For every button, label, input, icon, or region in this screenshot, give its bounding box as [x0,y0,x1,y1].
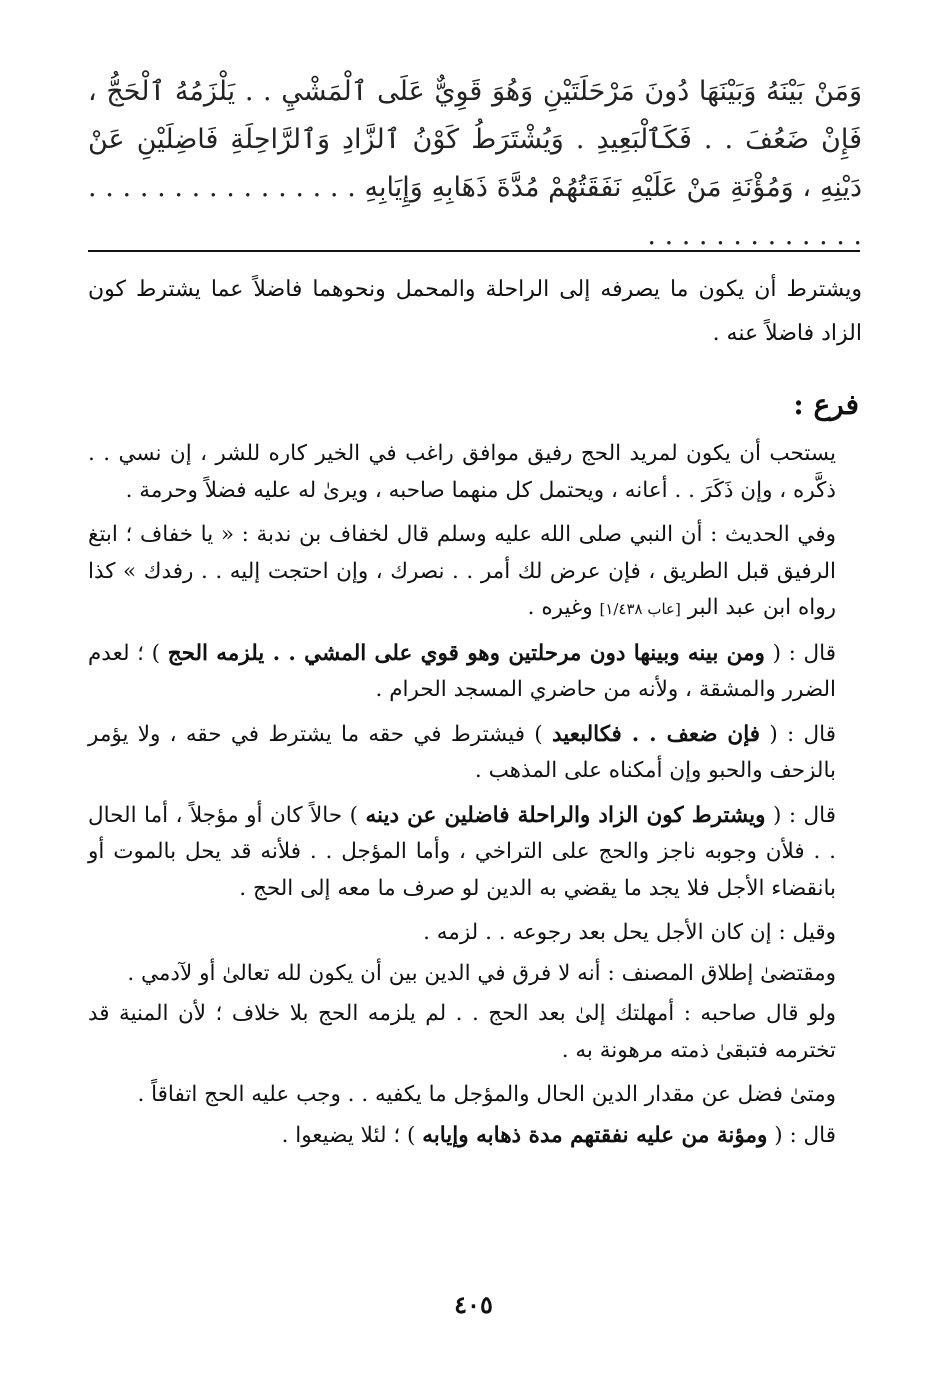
hadith-reference: [عاب ١/٤٣٨] [599,600,681,618]
quoted-matn: ومؤنة من عليه نفقتهم مدة ذهابه وإيابه [422,1122,768,1148]
quoted-matn: ويشترط كون الزاد والراحلة فاضلين عن دينه [365,802,766,828]
sharh-paragraph-3 [88,636,862,709]
matn-footnote: ويشترط أن يكون ما يصرفه إلى الراحلة والمحمل ونحوهما فاضلاً عما يشترط كون الزاد فاضلاً عنه . [88,277,862,346]
qala-prefix: قال : ( [772,640,836,666]
qala-prefix: قال : ( [769,721,836,747]
commentary: ) ؛ لئلا يضيعوا . [281,1122,416,1148]
hadith-end: وغيره . [527,595,593,620]
quoted-matn: ومن بينه وبينها دون مرحلتين وهو قوي على المشي . . يلزمه الحج [167,640,765,666]
separator-line [88,250,860,252]
qala-prefix: قال : ( [772,802,836,828]
commentary: ) ؛ لعدم الضرر والمشقة ، ولأنه من حاضري المسجد الحرام . [88,640,836,702]
far-heading: فرع : [793,388,859,421]
commentary: ) فيشترط في حقه ما يشترط في حقه ، ولا يؤمر بالزحف والحبو وإن أمكناه على المذهب . [88,721,836,783]
sharh-paragraph-1: يستحب أن يكون لمريد الحج رفيق موافق راغب في الخير كاره للشر ، إن نسي . . ذكَّره ، وإن ذَكَرَ . . أعانه ، ويحتمل كل منهما صاحبه ، ويرىٰ له عليه فضلاً وحرمة . [88,441,836,503]
sharh-paragraph-6: وقيل : إن كان الأجل يحل بعد رجوعه . . لزمه . [423,920,836,945]
sharh-paragraph-9: ومتىٰ فضل عن مقدار الدين الحال والمؤجل ما يكفيه . . وجب عليه الحج اتفاقاً . [137,1082,836,1107]
sharh-paragraph-10 [88,1118,862,1155]
qala-prefix: قال : ( [774,1122,836,1148]
page-number: ٤٠٥ [454,1290,493,1319]
matn-body: وَمَنْ بَيْنَهُ وَبَيْنَهَا دُونَ مَرْحَلَتَيْنِ وَهُوَ قَوِيٌّ عَلَى ٱلْمَشْيِ . . يَلْزَمُهُ ٱلْحَجُّ ، فَإِنْ ضَعُفَ . . فَكَٱلْبَعِيدِ . وَيُشْتَرَطُ كَوْنُ ٱلزَّادِ وَٱلرَّاحِلَةِ فَاضِلَيْنِ عَنْ دَيْنِهِ ، وَمُؤْنَةِ مَنْ عَلَيْهِ نَفَقَتُهُمْ مُدَّةَ ذَهَابِهِ وَإِيَابِهِ . [88,76,862,203]
quoted-matn: فإن ضعف . . فكالبعيد [551,721,761,747]
sharh-paragraph-7: ومقتضىٰ إطلاق المصنف : أنه لا فرق في الدين بين أن يكون لله تعالىٰ أو لآدمي . [127,960,836,986]
commentary: ) حالاً كان أو مؤجلاً ، أما الحال . . فلأن وجوبه ناجز والحج على التراخي ، وأما المؤجل . . فلأنه قد يحل بالموت أو بانقضاء الأجل فلا يجد ما يقضي به الدين لو صرف ما معه إلى الحج . [88,802,836,901]
hadith-text: وفي الحديث : أن النبي صلى الله عليه وسلم قال لخفاف بن ندبة : « يا خفاف ؛ ابتغ الرفيق قبل الطريق ، فإن عرض لك أمر . . نصرك ، وإن احتجت إليه . . رفدك » كذا رواه ابن عبد البر [88,522,836,620]
sharh-text [88,436,862,1162]
sharh-paragraph-2 [88,517,862,628]
matn-dots: . . . . . . . . . . . . . . . . . . . . . . . . . . . . [88,172,862,251]
sharh-paragraph-4 [88,717,862,790]
sharh-paragraph-8: ولو قال صاحبه : أمهلتك إلىٰ بعد الحج . . لم يلزمه الحج بلا خلاف ؛ لأن المنية قد تخترمه فتبقىٰ ذمته مرهونة به . [88,1001,836,1063]
sharh-paragraph-5 [88,798,862,908]
matn-text [88,68,862,260]
